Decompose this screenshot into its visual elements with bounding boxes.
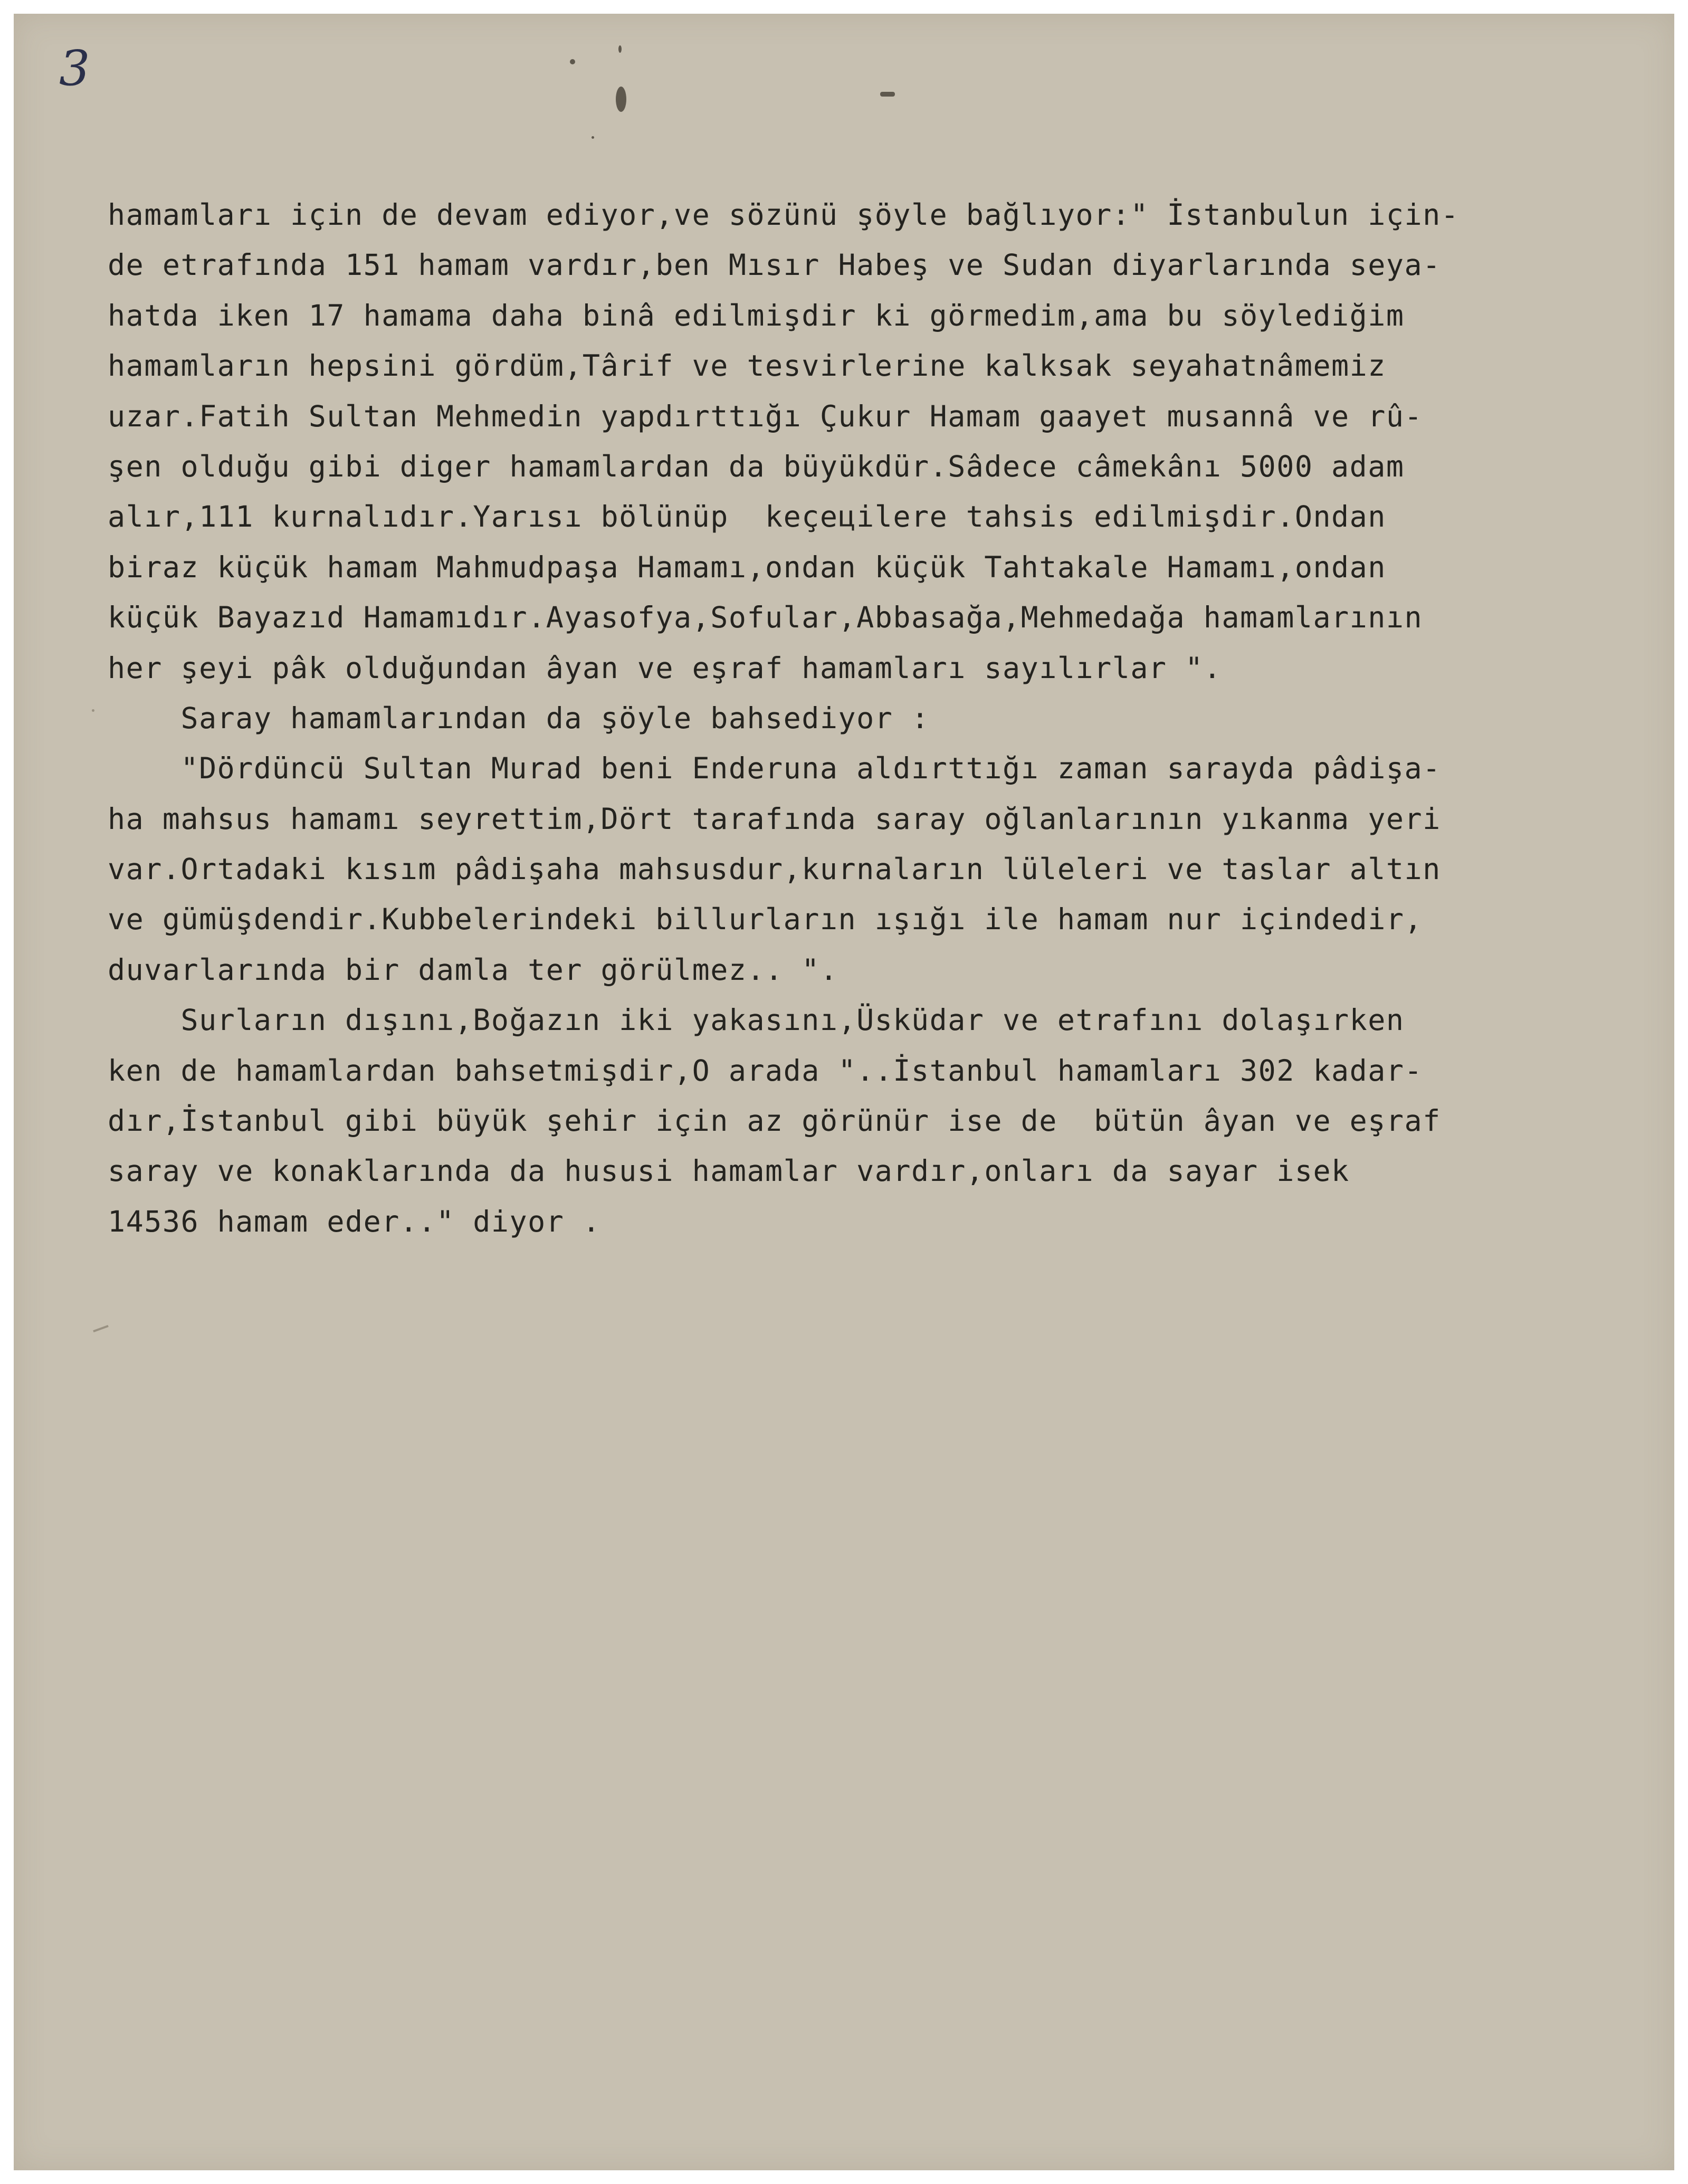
ink-smudge (880, 92, 895, 97)
text-line: saray ve konaklarında da hususi hamamlar vardır,onları da sayar isek (108, 1154, 1350, 1188)
text-line: dır,İstanbul gibi büyük şehir için az görünür ise de bütün âyan ve eşraf (108, 1104, 1441, 1138)
ink-smudge (570, 59, 575, 64)
text-line: uzar.Fatih Sultan Mehmedin yapdırttığı Çukur Hamam gaayet musannâ ve rû- (108, 399, 1423, 433)
text-line: alır,111 kurnalıdır.Yarısı bölünüp keçeцilere tahsis edilmişdir.Ondan (108, 500, 1386, 534)
text-line: hamamları için de devam ediyor,ve sözünü şöyle bağlıyor:" İstanbulun için- (108, 198, 1460, 232)
text-line: şen olduğu gibi diger hamamlardan da büyükdür.Sâdece câmekânı 5000 adam (108, 449, 1405, 483)
text-line: ha mahsus hamamı seyrettim,Dört tarafında saray oğlanlarının yıkanma yeri (108, 802, 1441, 836)
ink-smudge (618, 45, 622, 53)
text-line: hamamların hepsini gördüm,Târif ve tesvirlerine kalksak seyahatnâmemiz (108, 349, 1386, 383)
typewritten-page (14, 14, 1674, 2170)
text-line: hatda iken 17 hamama daha binâ edilmişdir ki görmedim,ama bu söylediğim (108, 298, 1405, 332)
text-line: 14536 hamam eder.." diyor . (108, 1204, 601, 1238)
margin-mark (92, 709, 94, 712)
text-line: küçük Bayazıd Hamamıdır.Ayasofya,Sofular,Abbasağa,Mehmedağa hamamlarının (108, 600, 1423, 635)
page-number: 3 (59, 40, 90, 97)
text-line: duvarlarında bir damla ter görülmez.. ". (108, 952, 838, 987)
text-line: biraz küçük hamam Mahmudpaşa Hamamı,ondan küçük Tahtakale Hamamı,ondan (108, 550, 1386, 584)
body-text (108, 190, 1680, 1247)
ink-smudge (592, 136, 594, 139)
text-line: her şeyi pâk olduğundan âyan ve eşraf hamamları sayılırlar ". (108, 651, 1222, 685)
text-line: ve gümüşdendir.Kubbelerindeki billurların ışığı ile hamam nur içindedir, (108, 902, 1423, 937)
text-line: Surların dışını,Boğazın iki yakasını,Üsküdar ve etrafını dolaşırken (108, 1003, 1405, 1037)
ink-smudge (616, 87, 626, 112)
text-line: de etrafında 151 hamam vardır,ben Mısır Habeş ve Sudan diyarlarında seya- (108, 248, 1441, 282)
text-line: "Dördüncü Sultan Murad beni Enderuna aldırttığı zaman sarayda pâdişa- (108, 751, 1441, 786)
text-line: Saray hamamlarından da şöyle bahsediyor : (108, 701, 930, 735)
margin-mark (93, 1325, 109, 1332)
text-line: var.Ortadaki kısım pâdişaha mahsusdur,kurnaların lüleleri ve taslar altın (108, 852, 1441, 886)
text-line: ken de hamamlardan bahsetmişdir,O arada "..İstanbul hamamları 302 kadar- (108, 1053, 1423, 1088)
